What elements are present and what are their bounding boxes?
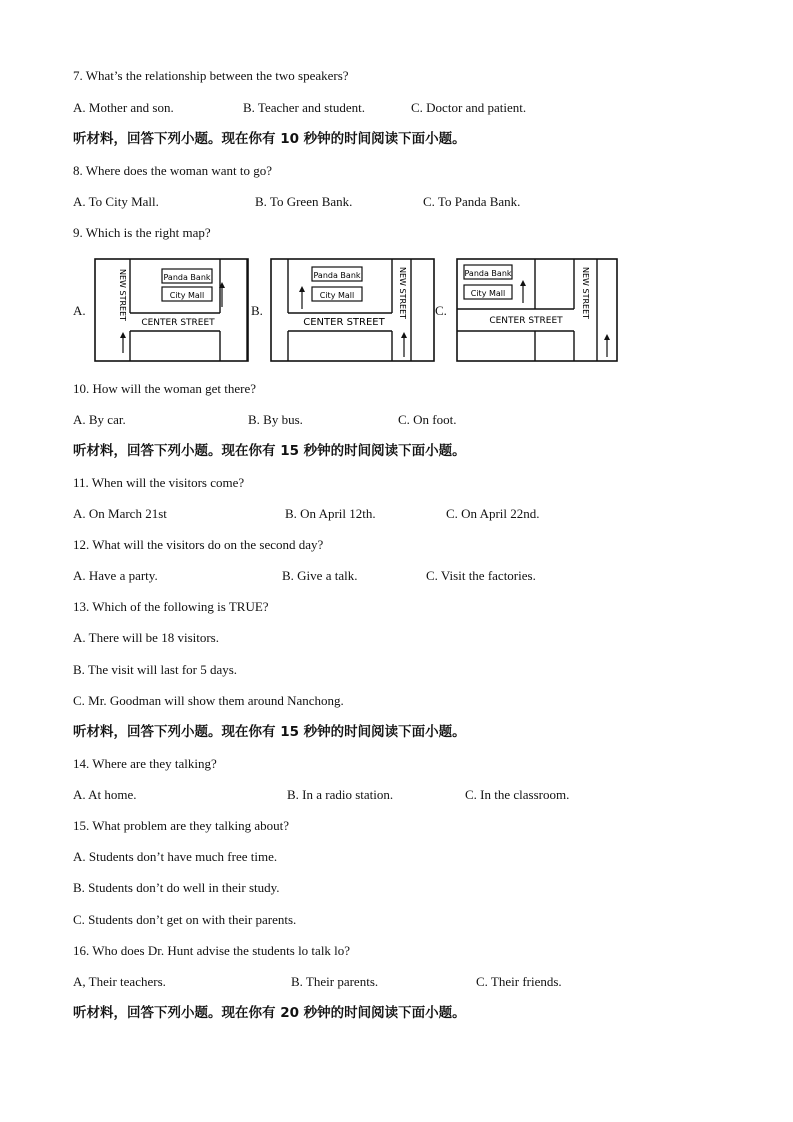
instruction-3: 听材料，回答下列小题。现在你有 15 秒钟的时间阅读下面小题。 [73,724,466,740]
question-15: 15. What problem are they talking about? [73,818,289,833]
question-12: 12. What will the visitors do on the second day? [73,537,324,552]
map-a [86,257,251,363]
q14-option-a: A. At home. [73,787,137,802]
q7-option-b: B. Teacher and student. [243,100,365,115]
map-label-a: A. [73,303,86,318]
q13-option-b: B. The visit will last for 5 days. [73,662,238,677]
map-a-center-street: CENTER STREET [141,318,215,328]
q15-option-a: A. Students don’t have much free time. [73,849,278,864]
q12-option-b: B. Give a talk. [282,568,358,583]
map-c-center-street: CENTER STREET [489,316,563,326]
q10-option-a: A. By car. [73,412,126,427]
q10-option-c: C. On foot. [398,412,457,427]
map-b-center-street: CENTER STREET [303,317,385,328]
map-a-panda-bank: Panda Bank [163,273,211,282]
q15-option-c: C. Students don’t get on with their parents. [73,912,297,927]
map-a-new-street: NEW STREET [118,269,127,322]
q16-option-b: B. Their parents. [291,974,379,989]
q7-option-a: A. Mother and son. [73,100,174,115]
instruction-4: 听材料，回答下列小题。现在你有 20 秒钟的时间阅读下面小题。 [73,1005,466,1021]
question-7: 7. What’s the relationship between the two speakers? [73,68,349,83]
question-10: 10. How will the woman get there? [73,381,257,396]
q16-option-c: C. Their friends. [476,974,562,989]
map-c [452,257,620,363]
q8-option-b: B. To Green Bank. [255,194,353,209]
map-a-city-mall: City Mall [169,291,205,300]
q12-option-a: A. Have a party. [73,568,158,583]
map-c-new-street: NEW STREET [581,267,590,320]
q7-option-c: C. Doctor and patient. [411,100,527,115]
map-c-city-mall: City Mall [470,289,506,298]
q13-option-a: A. There will be 18 visitors. [73,630,219,645]
map-b-new-street: NEW STREET [398,267,407,320]
q14-option-b: B. In a radio station. [287,787,394,802]
q11-option-c: C. On April 22nd. [446,506,540,521]
q8-option-c: C. To Panda Bank. [423,194,521,209]
q8-option-a: A. To City Mall. [73,194,159,209]
question-11: 11. When will the visitors come? [73,475,245,490]
question-13: 13. Which of the following is TRUE? [73,599,269,614]
q15-option-b: B. Students don’t do well in their study. [73,880,280,895]
map-label-c: C. [435,303,447,318]
instruction-1: 听材料，回答下列小题。现在你有 10 秒钟的时间阅读下面小题。 [73,131,466,147]
q12-option-c: C. Visit the factories. [426,568,536,583]
question-9: 9. Which is the right map? [73,225,211,240]
question-8: 8. Where does the woman want to go? [73,163,273,178]
q11-option-b: B. On April 12th. [285,506,376,521]
map-label-b: B. [251,303,263,318]
q16-option-a: A, Their teachers. [73,974,166,989]
map-b [266,257,436,363]
map-c-panda-bank: Panda Bank [464,269,512,278]
question-16: 16. Who does Dr. Hunt advise the students lo talk lo? [73,943,351,958]
question-14: 14. Where are they talking? [73,756,217,771]
map-b-panda-bank: Panda Bank [313,271,361,280]
q14-option-c: C. In the classroom. [465,787,570,802]
q11-option-a: A. On March 21st [73,506,167,521]
q13-option-c: C. Mr. Goodman will show them around Nanchong. [73,693,344,708]
map-b-city-mall: City Mall [319,291,355,300]
q10-option-b: B. By bus. [248,412,303,427]
instruction-2: 听材料，回答下列小题。现在你有 15 秒钟的时间阅读下面小题。 [73,443,466,459]
